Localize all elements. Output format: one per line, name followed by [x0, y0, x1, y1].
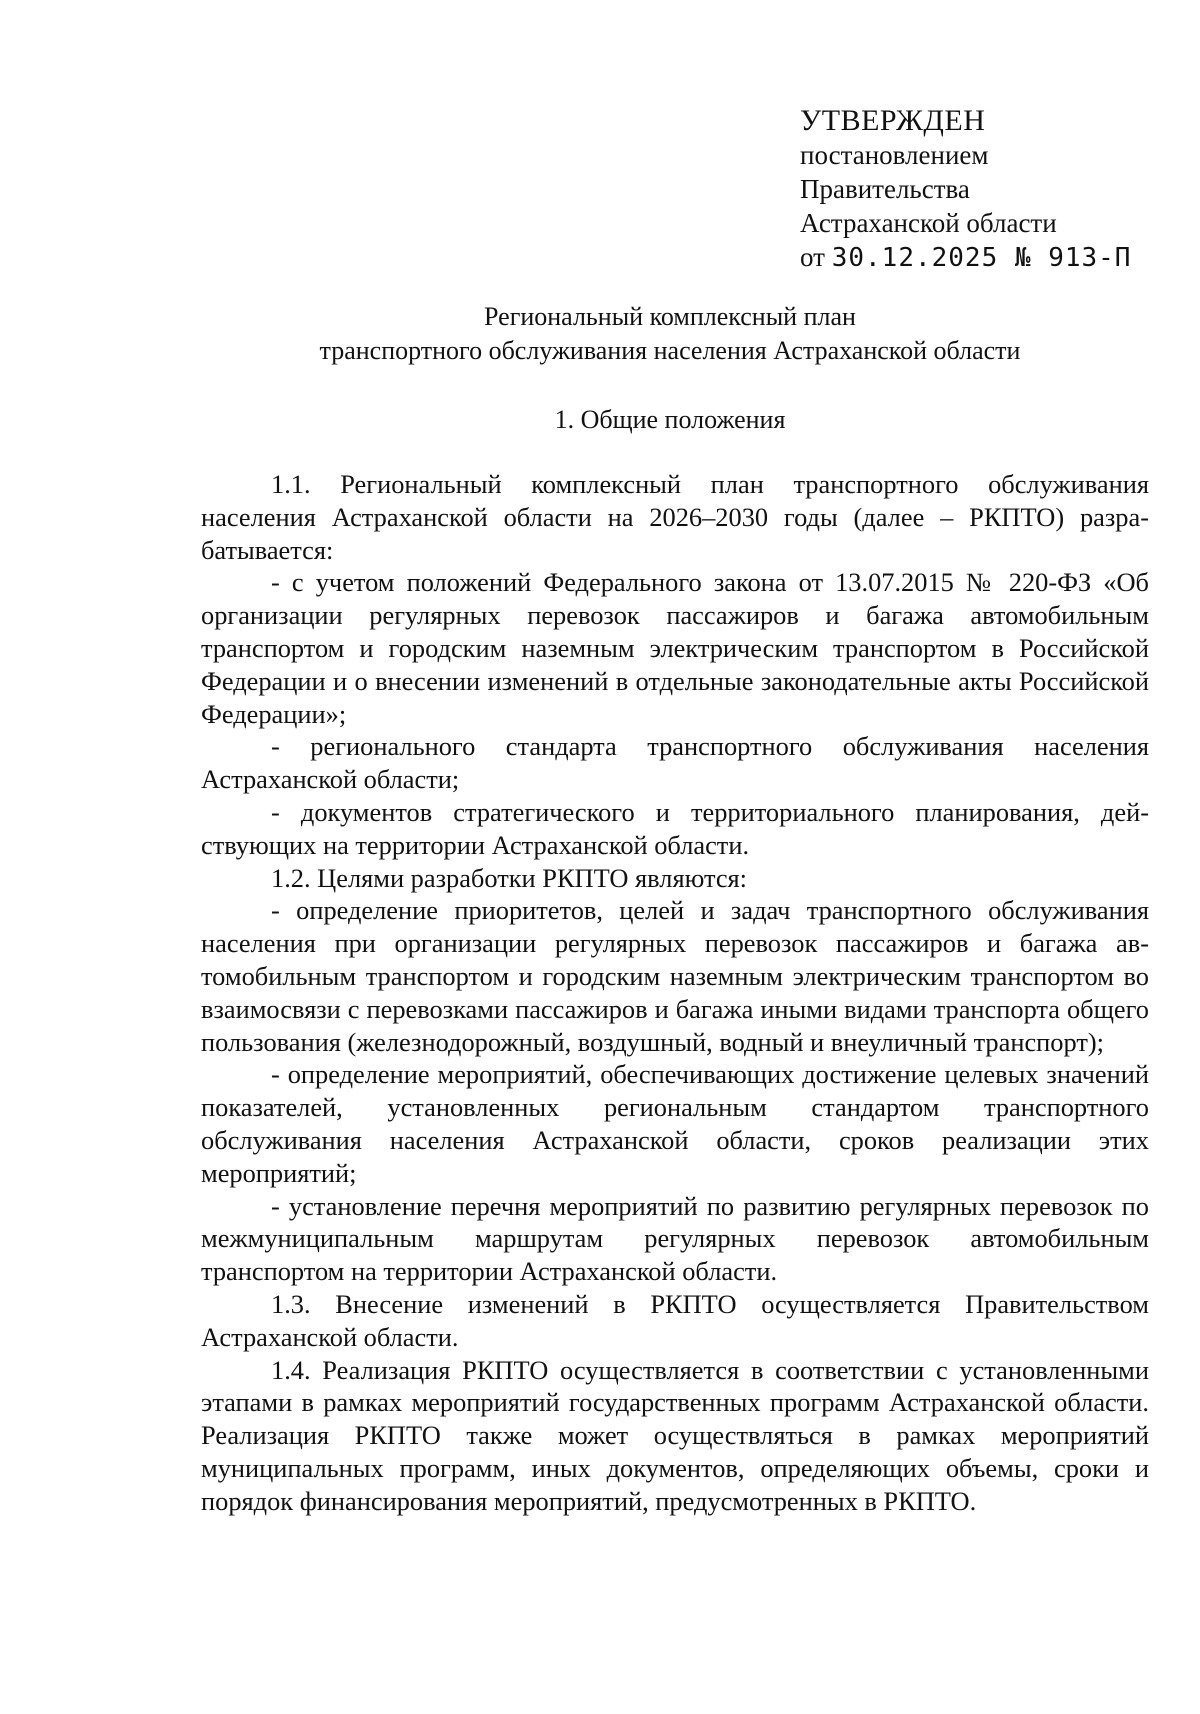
approval-date-line	[800, 240, 1160, 275]
section-heading: 1. Общие положения	[554, 405, 786, 434]
paragraph: 1.3. Внесение изменений в РКПТО осуществляется Правительством Астраханской области.	[201, 1288, 1149, 1352]
approval-date-number: 30.12.2025 № 913-П	[831, 243, 1132, 273]
approval-block	[800, 104, 1160, 275]
paragraph: - с учетом положений Федерального закона от 13.07.2015 № 220-ФЗ «Об организации регулярных перевозок пассажиров и багажа автомобильным транспортом и городским наземным электрическим транспортом в Российской Федерации и о внесении изменений в отдельные законодательные акты Российской Федерации»;	[201, 567, 1149, 729]
approval-line-government: Правительства	[800, 174, 970, 204]
paragraph: 1.2. Целями разработки РКПТО являются:	[271, 862, 748, 893]
paragraph: - определение мероприятий, обеспечивающих достижение целевых значений показателей, установленных региональным стандартом транспортного обслуживания населения Астраханской области, сроков реализации этих мероприятий;	[201, 1059, 1149, 1188]
paragraph: 1.4. Реализация РКПТО осуществляется в соответствии с установленными этапами в рамках мероприятий государственных программ Астраханской области. Реализация РКПТО также может осуществляться в рамках мероприятий муниципальных программ, иных документов, определяющих объемы, сроки и порядок финансирования мероприятий, предусмотренных в РКПТО.	[201, 1354, 1149, 1516]
paragraph: - регионального стандарта транспортного обслуживания населения Астраханской области;	[201, 731, 1149, 795]
document-title-line-2: транспортного обслуживания населения Астраханской области	[319, 336, 1021, 365]
paragraph: - документов стратегического и территориального планирования, действующих на территории Астраханской области.	[201, 796, 1149, 860]
document-body	[201, 468, 1149, 1518]
document-title-line-1: Региональный комплексный план	[484, 302, 856, 331]
approval-date-prefix: от	[800, 242, 825, 272]
paragraph: - определение приоритетов, целей и задач транспортного обслуживания населения при организации регулярных перевозок пассажиров и багажа автомобильным транспортом и городским наземным электрическим транспортом во взаимосвязи с перевозками пассажиров и багажа иными видами транспорта общего пользования (железнодорожный, воздушный, водный и внеуличный транспорт);	[201, 895, 1149, 1057]
approval-line-resolution: постановлением	[800, 140, 989, 170]
paragraph: - установление перечня мероприятий по развитию регулярных перевозок по межмуниципальным маршрутам регулярных перевозок автомобильным транспортом на территории Астраханской области.	[201, 1190, 1149, 1287]
paragraph: 1.1. Региональный комплексный план транспортного обслуживания населения Астраханской области на 2026–2030 годы (далее – РКПТО) разрабатывается:	[201, 469, 1149, 565]
approval-title: УТВЕРЖДЕН	[800, 104, 986, 137]
document-title	[200, 300, 1140, 368]
approval-line-region: Астраханской области	[800, 208, 1057, 238]
